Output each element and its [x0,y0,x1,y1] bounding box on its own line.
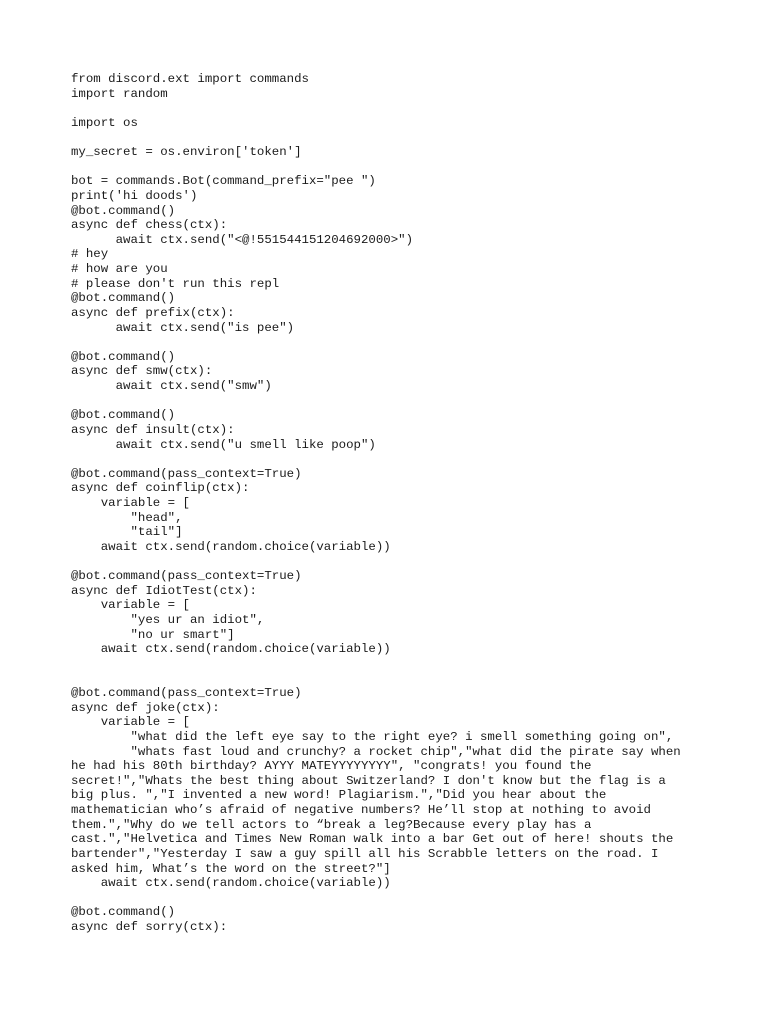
code-line [71,160,711,175]
code-line: # please don't run this repl [71,276,280,291]
code-line: secret!","Whats the best thing about Switzerland? I don't know but the flag is a [71,773,666,788]
code-line [71,452,711,467]
code-line: cast.","Helvetica and Times New Roman walk into a bar Get out of here! shouts the [71,832,674,847]
code-line [71,101,711,116]
code-line: "what did the left eye say to the right eye? i smell something going on", [71,729,674,744]
code-line [71,672,711,687]
code-line: "no ur smart"] [71,627,235,642]
code-line: await ctx.send("is pee") [71,320,295,335]
code-listing [71,72,711,935]
code-line: "tail"] [71,525,183,540]
code-line: async def coinflip(ctx): [71,481,250,496]
code-line: from discord.ext import commands [71,72,309,86]
code-line: @bot.command(pass_context=True) [71,686,302,701]
code-line: await ctx.send("smw") [71,379,272,394]
code-line: async def smw(ctx): [71,364,213,379]
code-line: @bot.command() [71,408,176,423]
code-line: await ctx.send(random.choice(variable)) [71,642,391,657]
code-line: @bot.command(pass_context=True) [71,569,302,584]
code-line: print('hi doods') [71,188,198,203]
code-line: async def chess(ctx): [71,218,228,233]
code-line: @bot.command(pass_context=True) [71,466,302,481]
code-line: variable = [ [71,496,190,511]
code-line: "head", [71,510,183,525]
code-line: await ctx.send("u smell like poop") [71,437,376,452]
code-line [71,130,711,145]
code-line: import os [71,115,138,130]
code-line: them.","Why do we tell actors to “break a leg?Because every play has a [71,817,592,832]
code-line: @bot.command() [71,349,176,364]
code-line: @bot.command() [71,203,176,218]
code-line: @bot.command() [71,291,176,306]
code-line [71,394,711,409]
code-line: async def insult(ctx): [71,422,235,437]
code-line: big plus. ","I invented a new word! Plagiarism.","Did you hear about the [71,788,607,803]
code-line: mathematician who’s afraid of negative numbers? He’ll stop at nothing to avoid [71,803,651,818]
code-line [71,555,711,570]
code-line: my_secret = os.environ['token'] [71,145,302,160]
code-line: asked him, What’s the word on the street?"] [71,861,391,876]
code-line: "yes ur an idiot", [71,613,265,628]
code-line: variable = [ [71,715,190,730]
code-line: await ctx.send(random.choice(variable)) [71,539,391,554]
code-line: async def joke(ctx): [71,700,220,715]
code-line: variable = [ [71,598,190,613]
code-line [71,657,711,672]
code-line: bot = commands.Bot(command_prefix="pee ") [71,174,376,189]
code-line: he had his 80th birthday? AYYY MATEYYYYYYYY", "congrats! you found the [71,759,592,774]
code-line: async def prefix(ctx): [71,305,235,320]
code-line: "whats fast loud and crunchy? a rocket chip","what did the pirate say when [71,744,681,759]
code-line: async def IdiotTest(ctx): [71,583,257,598]
code-line: # hey [71,247,109,262]
code-line: bartender","Yesterday I saw a guy spill all his Scrabble letters on the road. I [71,846,659,861]
code-line: # how are you [71,262,168,277]
code-line: @bot.command() [71,905,176,920]
code-line [71,335,711,350]
code-line: import random [71,86,168,101]
code-line: await ctx.send(random.choice(variable)) [71,876,391,891]
code-line: async def sorry(ctx): [71,920,228,935]
code-line: await ctx.send("<@!551544151204692000>") [71,232,414,247]
code-line [71,891,711,906]
